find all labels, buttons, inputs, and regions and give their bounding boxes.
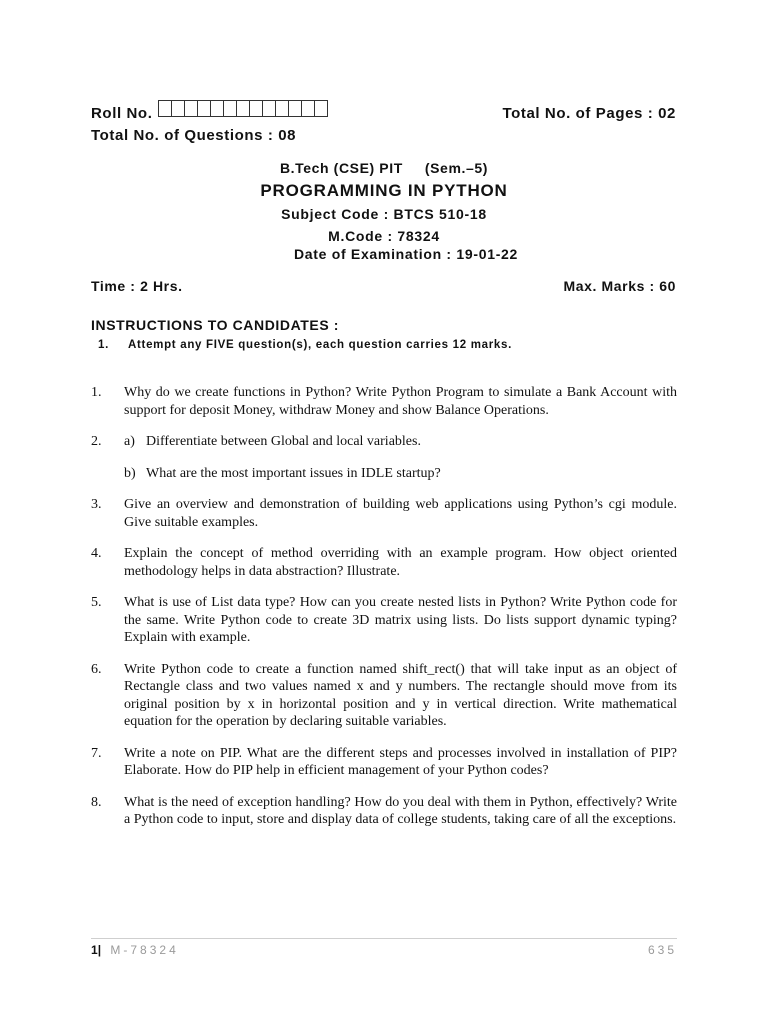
footer-divider [91, 938, 677, 939]
question-text: Write Python code to create a function named shift_rect() that will take input as an object of Rectangle class and two values named x and y numbers. The rectangle should move from its original position by x in horizontal position and y in vertical direction. Write mathematical equation for the operation by declaring suitable variables. [124, 661, 677, 729]
roll-number-box [249, 100, 262, 117]
roll-number-label: Roll No. [91, 105, 153, 122]
semester: (Sem.–5) [424, 160, 489, 176]
part-label: a) [124, 434, 135, 449]
question-part [124, 433, 677, 451]
footer-separator: | [97, 943, 105, 957]
question-item [91, 794, 677, 829]
question-number: 7. [91, 745, 102, 761]
question-item [91, 433, 677, 482]
exam-date: Date of Examination : 19-01-22 [293, 246, 519, 262]
instructions-heading: INSTRUCTIONS TO CANDIDATES : [91, 317, 340, 333]
question-item [91, 545, 677, 580]
roll-number-box [210, 100, 223, 117]
question-text: Explain the concept of method overriding with an example program. How object oriented methodology helps in data abstraction? Illustrate. [124, 546, 677, 579]
question-number: 8. [91, 794, 102, 810]
question-item [91, 384, 677, 419]
m-code: M.Code : 78324 [328, 228, 440, 244]
question-text: What is use of List data type? How can you create nested lists in Python? Write Python code for the same. Write Python code to create 3D matrix using lists. Do lists support dynamic typing? Explain with example. [124, 595, 677, 645]
question-item [91, 661, 677, 731]
roll-number-box [197, 100, 210, 117]
roll-number-box [158, 100, 171, 117]
roll-number-box [288, 100, 301, 117]
program-name: B.Tech (CSE) PIT [279, 160, 403, 176]
subject-code: Subject Code : BTCS 510-18 [281, 206, 487, 222]
roll-number-box [301, 100, 314, 117]
part-text: What are the most important issues in IDLE startup? [146, 465, 441, 481]
roll-number-box [223, 100, 236, 117]
question-number: 6. [91, 661, 102, 677]
question-number: 5. [91, 595, 102, 610]
max-marks: Max. Marks : 60 [563, 278, 676, 294]
footer-right-code: 635 [647, 943, 677, 957]
roll-number-boxes [158, 100, 328, 117]
roll-number-box [171, 100, 184, 117]
course-line [0, 160, 768, 176]
roll-number-box [275, 100, 288, 117]
roll-number-field [91, 105, 328, 122]
question-item [91, 594, 677, 647]
footer-left [91, 943, 179, 957]
exam-duration: Time : 2 Hrs. [91, 278, 183, 294]
roll-number-box [314, 100, 328, 117]
question-text: What is the need of exception handling? How do you deal with them in Python, effectively? Write a Python code to input, store and display data of college students, taking care of all the exceptions. [124, 794, 677, 827]
question-part [124, 465, 677, 483]
roll-number-box [236, 100, 249, 117]
footer-code: M-78324 [110, 943, 179, 957]
question-text: Why do we create functions in Python? Write Python Program to simulate a Bank Account with support for deposit Money, withdraw Money and show Balance Operations. [124, 385, 677, 418]
question-number: 4. [91, 546, 102, 561]
part-label: b) [124, 465, 136, 481]
question-text: Give an overview and demonstration of building web applications using Python’s cgi module. Give suitable examples. [124, 497, 677, 530]
question-text: Write a note on PIP. What are the different steps and processes involved in installation of PIP? Elaborate. How do PIP help in efficient management of your Python codes? [124, 745, 677, 778]
instruction-text: Attempt any FIVE question(s), each question carries 12 marks. [128, 339, 512, 351]
subject-title: PROGRAMMING IN PYTHON [260, 181, 508, 200]
question-number: 1. [91, 385, 102, 400]
roll-number-box [262, 100, 275, 117]
page-number: 1 [91, 943, 98, 957]
question-number: 2. [91, 434, 102, 449]
part-text: Differentiate between Global and local variables. [146, 434, 421, 449]
total-questions: Total No. of Questions : 08 [91, 127, 297, 144]
question-item [91, 745, 677, 780]
instruction-item [98, 339, 512, 351]
question-item [91, 496, 677, 531]
total-pages: Total No. of Pages : 02 [502, 105, 676, 122]
question-list [91, 384, 677, 843]
question-number: 3. [91, 497, 102, 512]
question-parts [124, 433, 677, 482]
roll-number-box [184, 100, 197, 117]
instruction-number: 1. [98, 339, 109, 351]
